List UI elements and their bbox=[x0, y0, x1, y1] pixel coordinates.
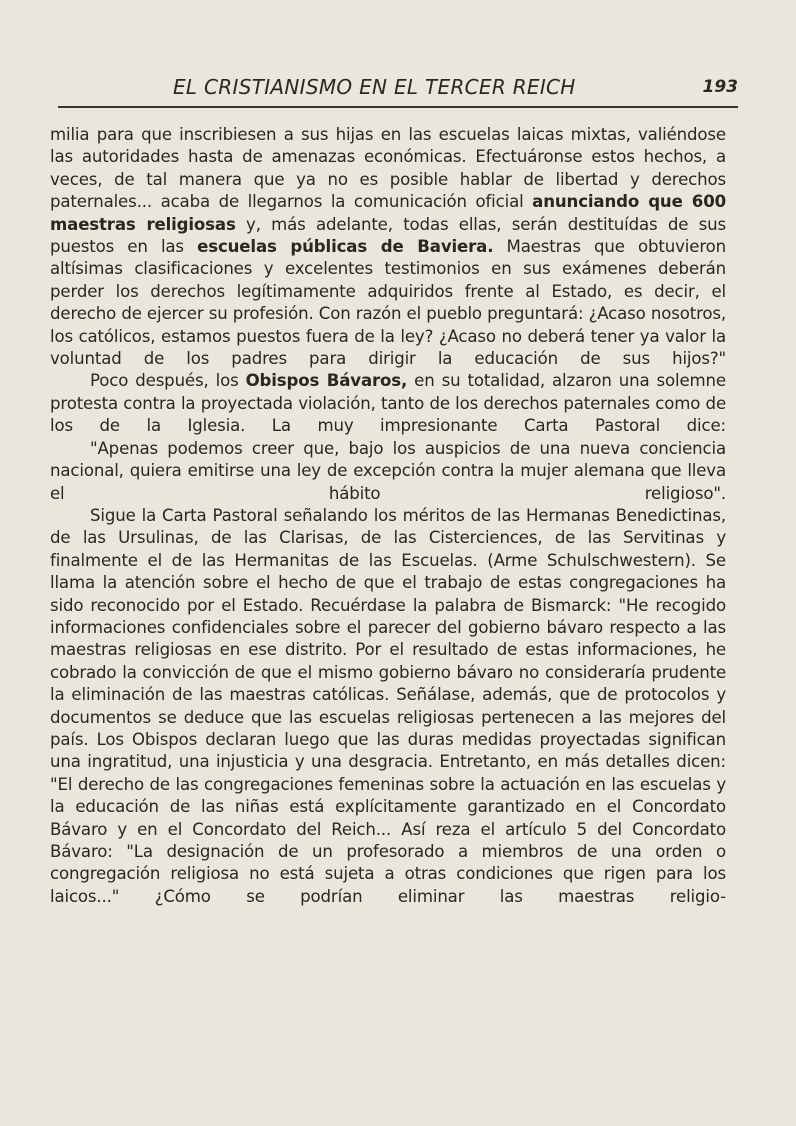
text-segment: Maestras que obtuvieron altísimas clasificaciones y excelentes testimonios en sus exámenes deberán perder los derechos legítimamente adquiridos frente al Estado, es decir, el derecho de ejercer su profesión. Con razón el pueblo preguntará: ¿Acaso nosotros, los católicos, estamos puestos fuera de la ley? ¿Acaso no deberá tener ya valor la voluntad de los padres para dirigir la educación de sus hijos?" bbox=[50, 237, 726, 369]
body-text bbox=[50, 124, 726, 908]
paragraph-quote bbox=[50, 438, 726, 505]
page-header bbox=[58, 70, 738, 108]
paragraph bbox=[50, 124, 726, 370]
text-segment: en su totalidad, alzaron una solemne protesta contra la proyectada violación, tanto de los derechos paternales como de los de la Iglesia. La muy impresionante Carta Pastoral dice: bbox=[50, 371, 726, 436]
bold-segment: escuelas públicas de Baviera. bbox=[197, 237, 494, 257]
page-number: 193 bbox=[702, 77, 738, 97]
text-segment: Poco después, los bbox=[90, 371, 246, 391]
text-segment: "Apenas podemos creer que, bajo los auspicios de una nueva conciencia nacional, quiera emitirse una ley de excepción contra la mujer alemana que lleva el hábito religioso". bbox=[50, 438, 726, 503]
paragraph bbox=[50, 505, 726, 908]
bold-segment: anunciando que 600 maestras religiosas bbox=[50, 192, 726, 234]
text-segment: milia para que inscribiesen a sus hijas en las escuelas laicas mixtas, valiéndose las autoridades hasta de amenazas económicas. Efectuáronse estos hechos, a veces, de tal manera que ya no es posible hablar de libertad y derechos paternales... acaba de llegarnos la comunicación oficial bbox=[50, 125, 726, 212]
bold-segment: Obispos Bávaros, bbox=[245, 371, 408, 391]
text-segment: Sigue la Carta Pastoral señalando los méritos de las Hermanas Benedictinas, de las Ursulinas, de las Clarisas, de las Cisterciences, de las Servitinas y finalmente el de las Hermanitas de las Escuelas. (Arme Schulschwestern). Se llama la atención sobre el hecho de que el trabajo de estas congregaciones ha sido reconocido por el Estado. Recuérdase la palabra de Bismarck: "He recogido informaciones confidenciales sobre el parecer del gobierno bávaro respecto a las maestras religiosas en ese distrito. Por el resultado de estas informaciones, he cobrado la convicción de que el mismo gobierno bávaro no consideraría prudente la eliminación de las maestras católicas. Señálase, además, que de protocolos y documentos se deduce que las escuelas religiosas pertenecen a las mejores del país. Los Obispos declaran luego que las duras medidas proyectadas significan una ingratitud, una injusticia y una desgracia. Entretanto, en más detalles dicen: "El derecho de las congregaciones femeninas sobre la actuación en las escuelas y la educación de las niñas está explícitamente garantizado en el Concordato Bávaro y en el Concordato del Reich... Así reza el artículo 5 del Concordato Bávaro: "La designación de un profesorado a miembros de una orden o congregación religiosa no está sujeta a otras condiciones que rigen para los laicos..." ¿Cómo se podrían eliminar las maestras religio- bbox=[50, 505, 726, 906]
text-segment: y, más adelante, todas ellas, serán destituídas de sus puestos en las bbox=[50, 214, 726, 257]
running-title: EL CRISTIANISMO EN EL TERCER REICH bbox=[173, 75, 576, 99]
paragraph bbox=[50, 370, 726, 437]
